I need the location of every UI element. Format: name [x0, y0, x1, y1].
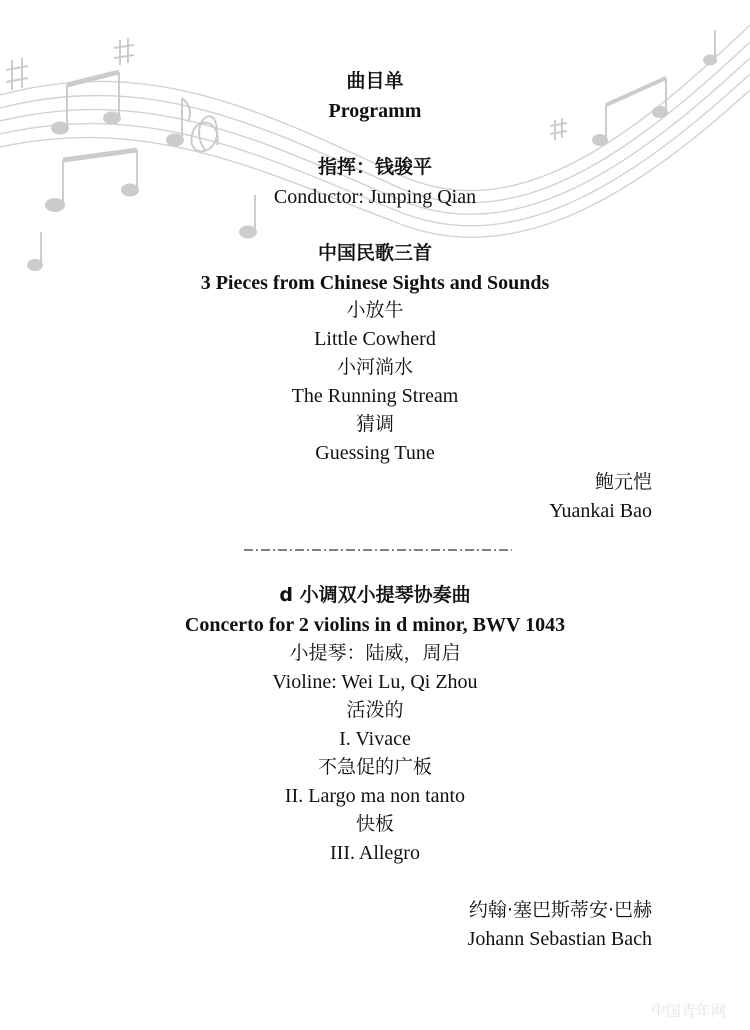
piece1-composer-en: Yuankai Bao [549, 500, 652, 522]
piece1-movement-3-zh: 猜调 [355, 413, 394, 435]
conductor-zh: 指挥：钱骏平 [317, 156, 432, 178]
piece2-movement-2-zh: 不急促的广板 [317, 756, 432, 778]
piece2-soloists-en: Violine: Wei Lu, Qi Zhou [272, 671, 478, 693]
piece2-title-zh: d 小调双小提琴协奏曲 [279, 584, 471, 606]
piece1-movement-2-en: The Running Stream [291, 385, 459, 407]
conductor-en: Conductor: Junping Qian [273, 186, 477, 208]
program-title-zh: 曲目单 [346, 70, 404, 92]
piece1-movement-3-en: Guessing Tune [315, 442, 435, 464]
piece1-composer-zh: 鲍元恺 [594, 471, 652, 493]
piece2-movement-3-en: III. Allegro [330, 842, 420, 864]
piece2-movement-3-zh: 快板 [355, 813, 394, 835]
piece2-movement-1-zh: 活泼的 [346, 699, 404, 721]
piece1-movement-1-zh: 小放牛 [346, 299, 404, 321]
piece2-composer-en: Johann Sebastian Bach [467, 928, 652, 950]
piece1-movement-1-en: Little Cowherd [314, 328, 436, 350]
program-title-en: Programm [328, 100, 422, 122]
piece2-composer-zh: 约翰·塞巴斯蒂安·巴赫 [468, 899, 652, 921]
piece1-title-en: 3 Pieces from Chinese Sights and Sounds [200, 272, 550, 294]
piece2-movement-2-en: II. Largo ma non tanto [284, 785, 466, 807]
piece2-movement-1-en: I. Vivace [339, 728, 411, 750]
watermark-logo: 中国青年网 [650, 1002, 726, 1020]
piece1-movement-2-zh: 小河淌水 [336, 356, 413, 378]
section-divider [244, 548, 512, 552]
piece2-title-en: Concerto for 2 violins in d minor, BWV 1043 [184, 614, 566, 636]
piece2-soloists-zh: 小提琴：陆威，周启 [289, 642, 461, 664]
piece1-title-zh: 中国民歌三首 [317, 242, 432, 264]
